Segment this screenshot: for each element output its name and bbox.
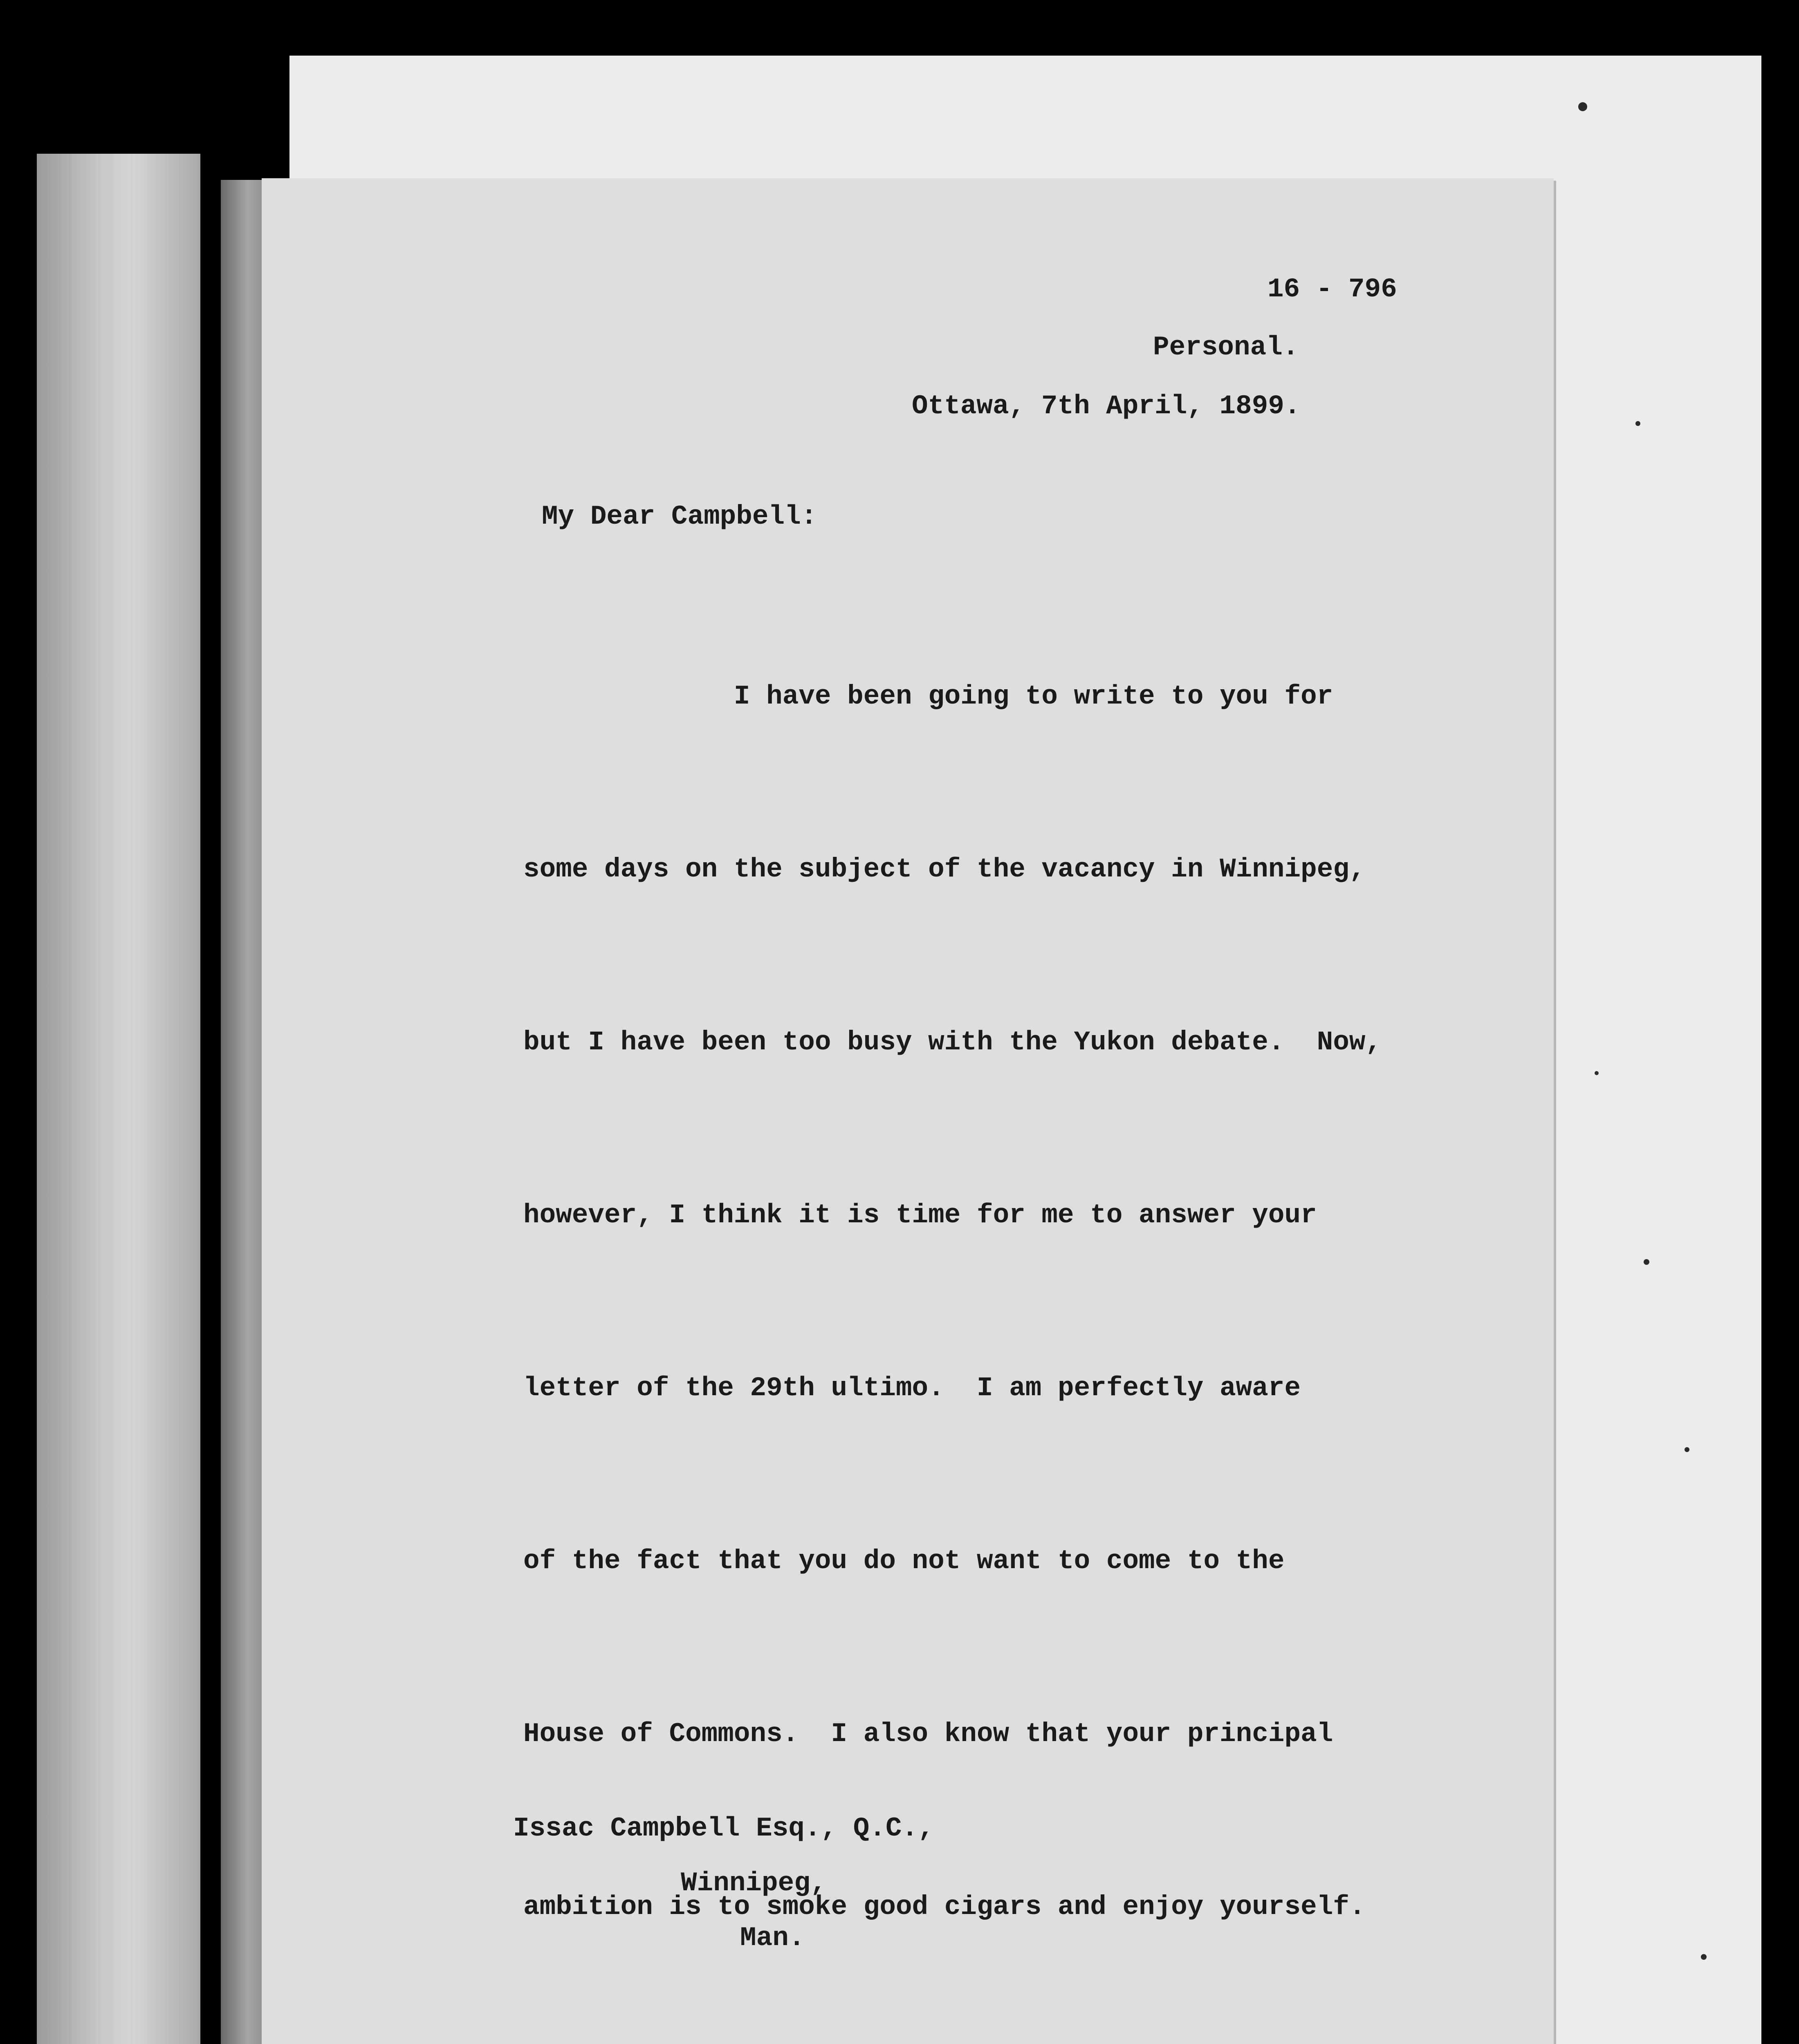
letter-sheet [262,178,1554,2044]
body-line: letter of the 29th ultimo. I am perfectly aware [523,1373,1301,1403]
body-line: of the fact that you do not want to come to the [523,1546,1285,1576]
body-line: House of Commons. I also know that your principal [523,1719,1333,1749]
body-line: but I have been too busy with the Yukon debate. Now, [523,1027,1382,1058]
place-date: Ottawa, 7th April, 1899. [912,391,1301,421]
body-line: however, I think it is time for me to answer your [523,1200,1317,1230]
film-speck [1578,102,1587,111]
body-line: ambition is to smoke good cigars and enjoy yourself. [523,1892,1366,1922]
film-speck [1644,1259,1649,1265]
letter-content [262,178,1554,2044]
addressee-province: Man. [740,1923,805,1953]
film-speck [1635,421,1640,426]
film-speck [1595,1071,1599,1075]
reference-number: 16 - 796 [1267,274,1397,305]
body-line: some days on the subject of the vacancy in Winnipeg, [523,854,1366,885]
addressee-block [513,1801,934,1966]
film-speck [1701,1954,1707,1960]
adjacent-page-strip [37,154,200,2044]
addressee-city: Winnipeg, [681,1868,827,1898]
film-speck [1685,1447,1689,1452]
salutation: My Dear Campbell: [542,501,817,532]
adjacent-page-edge [221,180,266,2044]
body-line: I have been going to write to you for [523,681,1333,712]
personal-marking: Personal. [1153,332,1299,363]
addressee-name: Issac Campbell Esq., Q.C., [513,1813,934,1844]
